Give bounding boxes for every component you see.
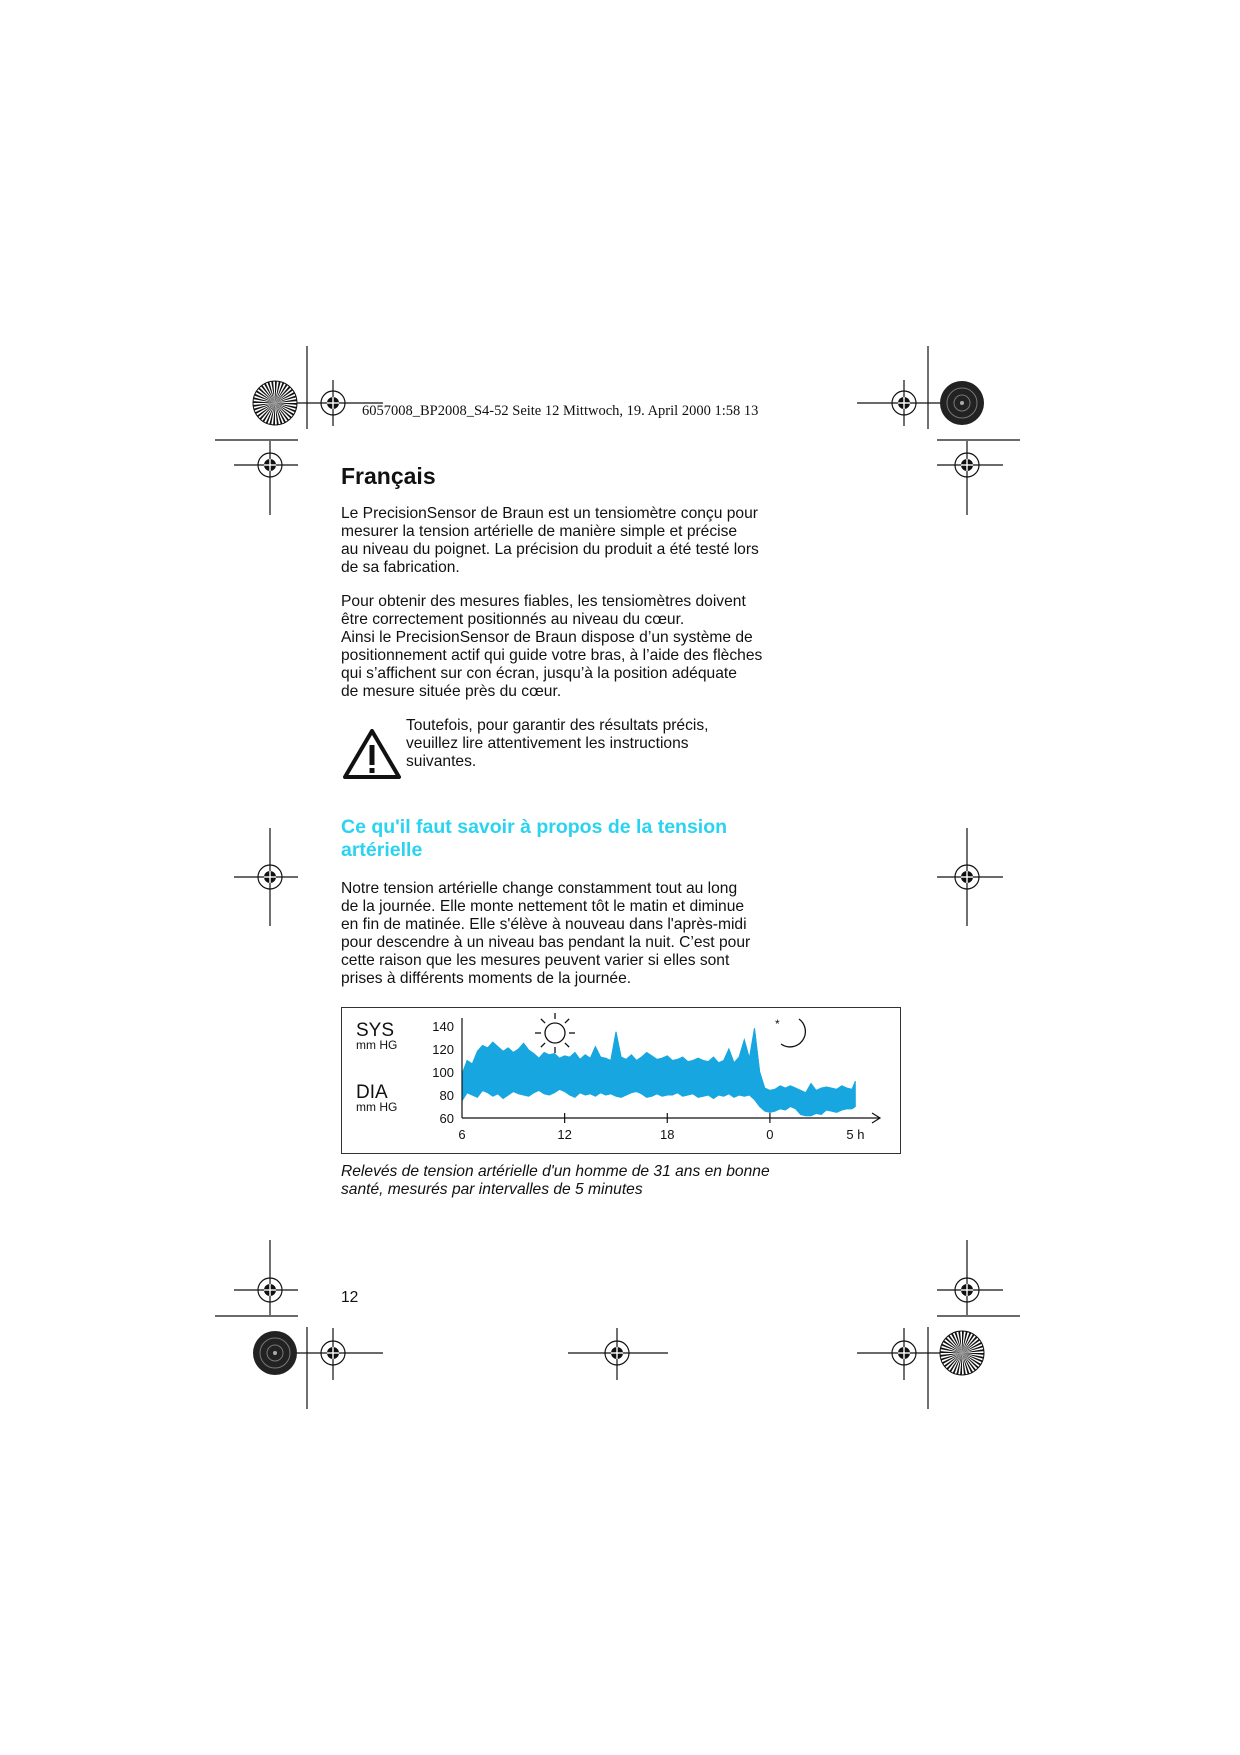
page-title: Français	[341, 463, 436, 489]
sys-label: SYS	[356, 1020, 395, 1041]
warning-line: veuillez lire attentivement les instructions	[406, 735, 689, 752]
y-tick-label: 100	[432, 1065, 454, 1080]
section-line: prises à différents moments de la journée.	[341, 970, 632, 987]
y-tick-label: 120	[432, 1042, 454, 1057]
blood-pressure-chart	[341, 1007, 901, 1154]
dark-target-mark	[940, 381, 984, 425]
warning-text	[406, 717, 876, 771]
section-line: pour descendre à un niveau bas pendant la nuit. C’est pour	[341, 934, 751, 951]
registration-mark	[937, 441, 1003, 515]
y-tick-label: 140	[432, 1019, 454, 1034]
chart-canvas	[342, 1008, 900, 1153]
bp-range-band	[462, 1028, 855, 1115]
section-line: en fin de matinée. Elle s'élève à nouveau dans l'après-midi	[341, 916, 747, 933]
star-icon: *	[775, 1017, 780, 1031]
x-tick-label: 0	[766, 1127, 774, 1142]
star-target-mark	[253, 381, 297, 425]
positioning-line: positionnement actif qui guide votre bras, à l’aide des flèches	[341, 647, 763, 664]
y-tick-label: 80	[439, 1088, 454, 1103]
registration-mark	[937, 1240, 1003, 1315]
registration-mark	[234, 1240, 298, 1315]
intro-line: mesurer la tension artérielle de manière simple et précise	[341, 523, 738, 540]
section-line: cette raison que les mesures peuvent varier si elles sont	[341, 952, 730, 969]
warning-triangle-icon	[341, 727, 403, 781]
positioning-line: Ainsi le PrecisionSensor de Braun dispose d’un système de	[341, 629, 753, 646]
section-line: Notre tension artérielle change constamment tout au long	[341, 880, 738, 897]
x-tick-label: 18	[660, 1127, 675, 1142]
positioning-line: être correctement positionnés au niveau du cœur.	[341, 611, 685, 628]
x-tick-label: 6	[458, 1127, 466, 1142]
page-number: 12	[341, 1289, 359, 1306]
caption-line: santé, mesurés par intervalles de 5 minutes	[341, 1181, 643, 1198]
warning-line: Toutefois, pour garantir des résultats précis,	[406, 717, 709, 734]
sun-ray	[565, 1043, 569, 1047]
section-title-line: artérielle	[341, 839, 423, 861]
intro-paragraph	[341, 505, 811, 577]
registration-mark	[234, 441, 298, 515]
section-title	[341, 816, 727, 862]
warning-line: suivantes.	[406, 753, 477, 770]
slug-line: 6057008_BP2008_S4-52 Seite 12 Mittwoch, 19. April 2000 1:58 13	[362, 403, 759, 419]
chart-caption	[341, 1163, 770, 1199]
x-tick-label: 5 h	[846, 1127, 865, 1142]
star-target-mark	[940, 1331, 984, 1375]
intro-line: au niveau du poignet. La précision du produit a été testé lors	[341, 541, 759, 558]
sys-unit: mm HG	[356, 1038, 398, 1052]
section-title-line: Ce qu'il faut savoir à propos de la tension	[341, 816, 728, 838]
dia-label: DIA	[356, 1082, 388, 1103]
intro-line: Le PrecisionSensor de Braun est un tensiomètre conçu pour	[341, 505, 758, 522]
dia-unit: mm HG	[356, 1100, 398, 1114]
section-paragraph	[341, 880, 811, 988]
sun-icon	[545, 1023, 565, 1043]
positioning-line: de mesure située près du cœur.	[341, 683, 562, 700]
positioning-line: qui s’affichent sur con écran, jusqu’à la position adéquate	[341, 665, 737, 682]
caption-line: Relevés de tension artérielle d'un homme de 31 ans en bonne	[341, 1163, 770, 1180]
dark-target-mark	[253, 1331, 297, 1375]
positioning-line: Pour obtenir des mesures fiables, les tensiomètres doivent	[341, 593, 746, 610]
sun-ray	[541, 1019, 545, 1023]
positioning-paragraph	[341, 593, 811, 701]
moon-icon	[781, 1019, 805, 1047]
intro-line: de sa fabrication.	[341, 559, 460, 576]
x-tick-label: 12	[557, 1127, 572, 1142]
sun-ray	[541, 1043, 545, 1047]
section-line: de la journée. Elle monte nettement tôt le matin et diminue	[341, 898, 745, 915]
sun-ray	[565, 1019, 569, 1023]
y-tick-label: 60	[439, 1111, 454, 1126]
